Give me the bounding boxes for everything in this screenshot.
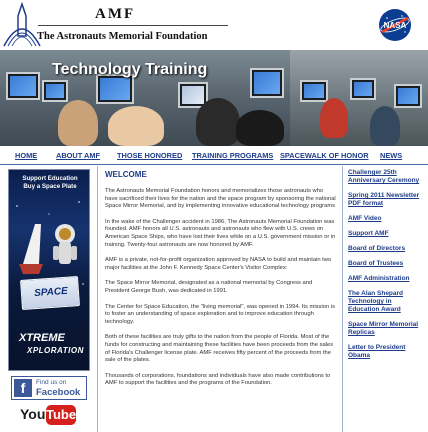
space-plate-ad[interactable]: [8, 169, 90, 371]
facebook-icon: f: [14, 379, 32, 397]
page-title: WELCOME: [105, 170, 147, 179]
main-nav: [0, 147, 428, 165]
organization-paragraph: AMF is a private, not-for-profit organization approved by NASA to build and maintain two major facilities at the John F. Kennedy Space Center's Visitor Complex:: [105, 257, 332, 271]
xtreme-line2: XPLORATION: [27, 346, 84, 355]
svg-text:NASA: NASA: [383, 21, 407, 30]
header-divider: [38, 25, 228, 26]
contributions-paragraph: Thousands of corporations, foundations and individuals have also made contributions to AMF to support the facilities and the programs of the Foundation.: [105, 372, 331, 387]
youtube-tube-text: Tube: [46, 405, 76, 425]
link-amf-video[interactable]: AMF Video: [348, 215, 382, 222]
banner-photo-right: [290, 50, 428, 146]
link-board-of-directors[interactable]: Board of Directors: [348, 245, 406, 252]
mirror-paragraph: The Space Mirror Memorial, designated as a national memorial by Congress and President George Bush, was dedicated in 1991.: [105, 280, 313, 294]
plate-text: SPACE: [33, 285, 69, 300]
center-paragraph: The Center for Space Education, the "living memorial", was opened in 1994. Its mission is to foster an understanding of space exploration and to improve education through technology.: [105, 303, 335, 325]
nav-about-amf[interactable]: ABOUT AMF: [56, 151, 101, 160]
nav-training-programs[interactable]: TRAINING PROGRAMS: [192, 151, 274, 160]
nasa-logo-icon[interactable]: [378, 8, 412, 42]
xtreme-line1: XTREME: [19, 332, 65, 344]
history-paragraph: In the wake of the Challenger accident in 1986, The Astronauts Memorial Foundation was founded. AMF honors all U.S. astronauts and astronauts who flew with U.S. crews on American Space Ships, who have lost their lives while on a U.S. government mission or in training. Twenty-four astronauts are now honored by AMF.: [105, 218, 336, 248]
org-full-name: The Astronauts Memorial Foundation: [37, 31, 208, 42]
link-support-amf[interactable]: Support AMF: [348, 230, 389, 237]
right-sidebar: [344, 166, 428, 432]
youtube-you-text: You: [20, 406, 46, 422]
facebook-button[interactable]: [11, 376, 87, 400]
nav-those-honored[interactable]: THOSE HONORED: [117, 151, 183, 160]
facebook-find-text: Find us on: [36, 379, 67, 386]
license-plate-image: [20, 276, 80, 310]
main-content: [99, 166, 343, 432]
hero-banner: [0, 50, 428, 146]
link-spring-newsletter[interactable]: Spring 2011 Newsletter PDF format: [348, 192, 420, 207]
nav-home[interactable]: HOME: [15, 151, 38, 160]
left-sidebar: [0, 166, 98, 432]
intro-paragraph: The Astronauts Memorial Foundation honors and memorializes those astronauts who have sacrificed their lives for the nation and the space program by sponsoring the national Space Mirror Memorial, and by implementing innovative educational technology programs: [105, 188, 336, 210]
link-challenger-anniversary[interactable]: Challenger 25th Anniversary Ceremony: [348, 169, 420, 184]
amf-rocket-logo-icon[interactable]: [2, 2, 42, 48]
link-alan-shepard-award[interactable]: The Alan Shepard Technology in Education Award: [348, 290, 404, 313]
facebook-name: Facebook: [36, 387, 81, 398]
nav-news[interactable]: NEWS: [380, 151, 403, 160]
link-space-mirror-replicas[interactable]: Space Mirror Memorial Replicas: [348, 321, 419, 336]
plate-ad-line1: Support Education: [22, 175, 78, 182]
funding-paragraph: Both of these facilities are truly gifts to the nation from the people of Florida. Most of the funds for constructing and maintaining these facilities have been proceeds from the sales of Florida's Challenger license plate. AMF receives fifty percent of the proceeds from the sale of the plates.: [105, 334, 334, 364]
site-header: [0, 0, 428, 50]
link-amf-administration[interactable]: AMF Administration: [348, 275, 410, 282]
org-acronym: AMF: [95, 6, 136, 22]
nav-spacewalk-of-honor[interactable]: SPACEWALK OF HONOR: [280, 151, 369, 160]
link-letter-to-obama[interactable]: Letter to President Obama: [348, 344, 406, 359]
youtube-button[interactable]: [20, 404, 76, 426]
banner-title: Technology Training: [52, 61, 208, 78]
link-board-of-trustees[interactable]: Board of Trustees: [348, 260, 404, 267]
plate-ad-line2: Buy a Space Plate: [23, 183, 77, 190]
